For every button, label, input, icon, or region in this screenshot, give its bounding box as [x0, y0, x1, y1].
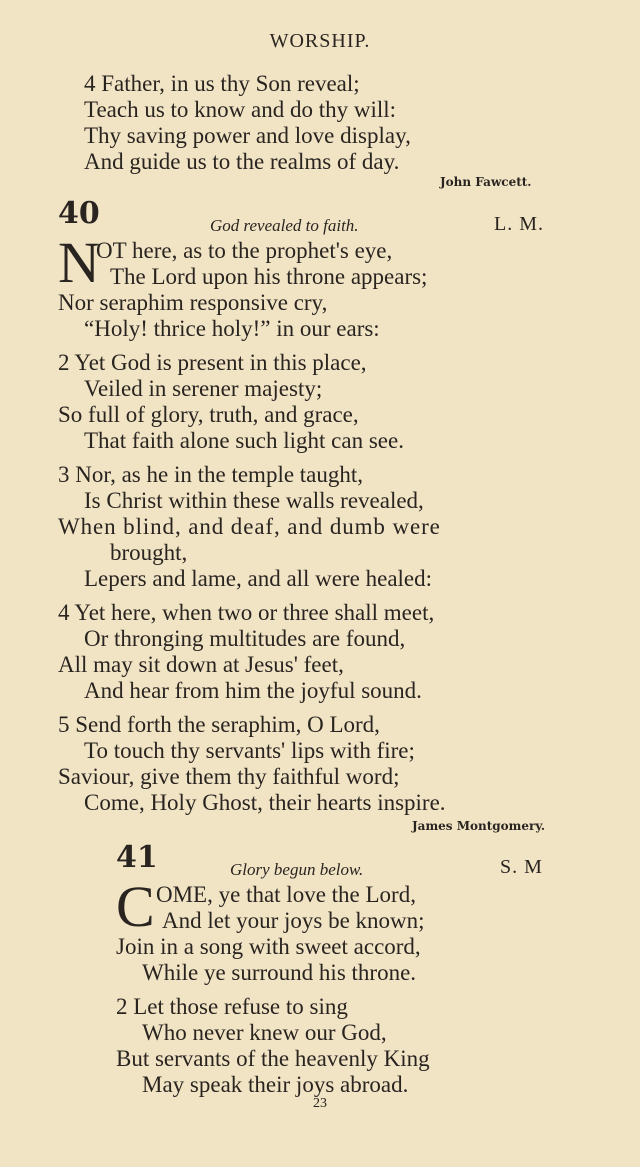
verse-line: OT here, as to the prophet's eye,	[96, 238, 393, 263]
verse-line: Saviour, give them thy faithful word;	[58, 764, 400, 789]
verse-line: Join in a song with sweet accord,	[116, 934, 421, 959]
verse-line: Come, Holy Ghost, their hearts inspire.	[84, 790, 446, 815]
verse-line: Who never knew our God,	[142, 1020, 387, 1045]
drop-cap: C	[116, 874, 155, 939]
page-number: 23	[313, 1096, 327, 1111]
verse-line: 2 Let those refuse to sing	[116, 994, 348, 1019]
drop-cap: N	[58, 230, 100, 295]
verse-line: 4 Father, in us thy Son reveal;	[84, 71, 360, 96]
verse-line: Veiled in serener majesty;	[84, 376, 323, 401]
verse-line: Teach us to know and do thy will:	[84, 97, 397, 122]
verse-line: To touch thy servants' lips with fire;	[84, 738, 415, 763]
hymn-meter: S. M	[500, 856, 543, 878]
verse-line: OME, ye that love the Lord,	[156, 882, 416, 907]
hymn-number: 41	[116, 840, 158, 875]
verse-line: 3 Nor, as he in the temple taught,	[58, 462, 364, 487]
verse-line: Nor seraphim responsive cry,	[58, 290, 328, 315]
verse-line: That faith alone such light can see.	[84, 428, 404, 453]
hymn-title: God revealed to faith.	[210, 216, 359, 235]
verse-line: “Holy! thrice holy!” in our ears:	[84, 316, 380, 341]
hymn-title: Glory begun below.	[230, 860, 364, 879]
verse-line: The Lord upon his throne appears;	[110, 264, 428, 289]
verse-line: So full of glory, truth, and grace,	[58, 402, 359, 427]
verse-line: While ye surround his throne.	[142, 960, 417, 985]
verse-line: Thy saving power and love display,	[84, 123, 411, 148]
verse-line: 5 Send forth the seraphim, O Lord,	[58, 712, 380, 737]
verse-line: And let your joys be known;	[162, 908, 425, 933]
verse-line: Lepers and lame, and all were healed:	[84, 566, 433, 591]
author-credit: James Montgomery.	[412, 819, 546, 833]
verse-line: 2 Yet God is present in this place,	[58, 350, 367, 375]
verse-line: brought,	[110, 540, 188, 565]
verse-line: May speak their joys abroad.	[142, 1072, 409, 1097]
verse-line: Is Christ within these walls revealed,	[84, 488, 424, 513]
verse-line: Or thronging multitudes are found,	[84, 626, 406, 651]
hymn-meter: L. M.	[494, 213, 544, 235]
verse-line: But servants of the heavenly King	[116, 1046, 430, 1071]
verse-line: And hear from him the joyful sound.	[84, 678, 422, 703]
author-credit: John Fawcett.	[440, 175, 532, 189]
verse-line: And guide us to the realms of day.	[84, 149, 400, 174]
verse-line: When blind, and deaf, and dumb were	[58, 514, 441, 539]
verse-line: All may sit down at Jesus' feet,	[58, 652, 344, 677]
page-header: WORSHIP.	[269, 30, 371, 52]
hymn-number: 40	[58, 196, 100, 231]
verse-line: 4 Yet here, when two or three shall meet,	[58, 600, 435, 625]
